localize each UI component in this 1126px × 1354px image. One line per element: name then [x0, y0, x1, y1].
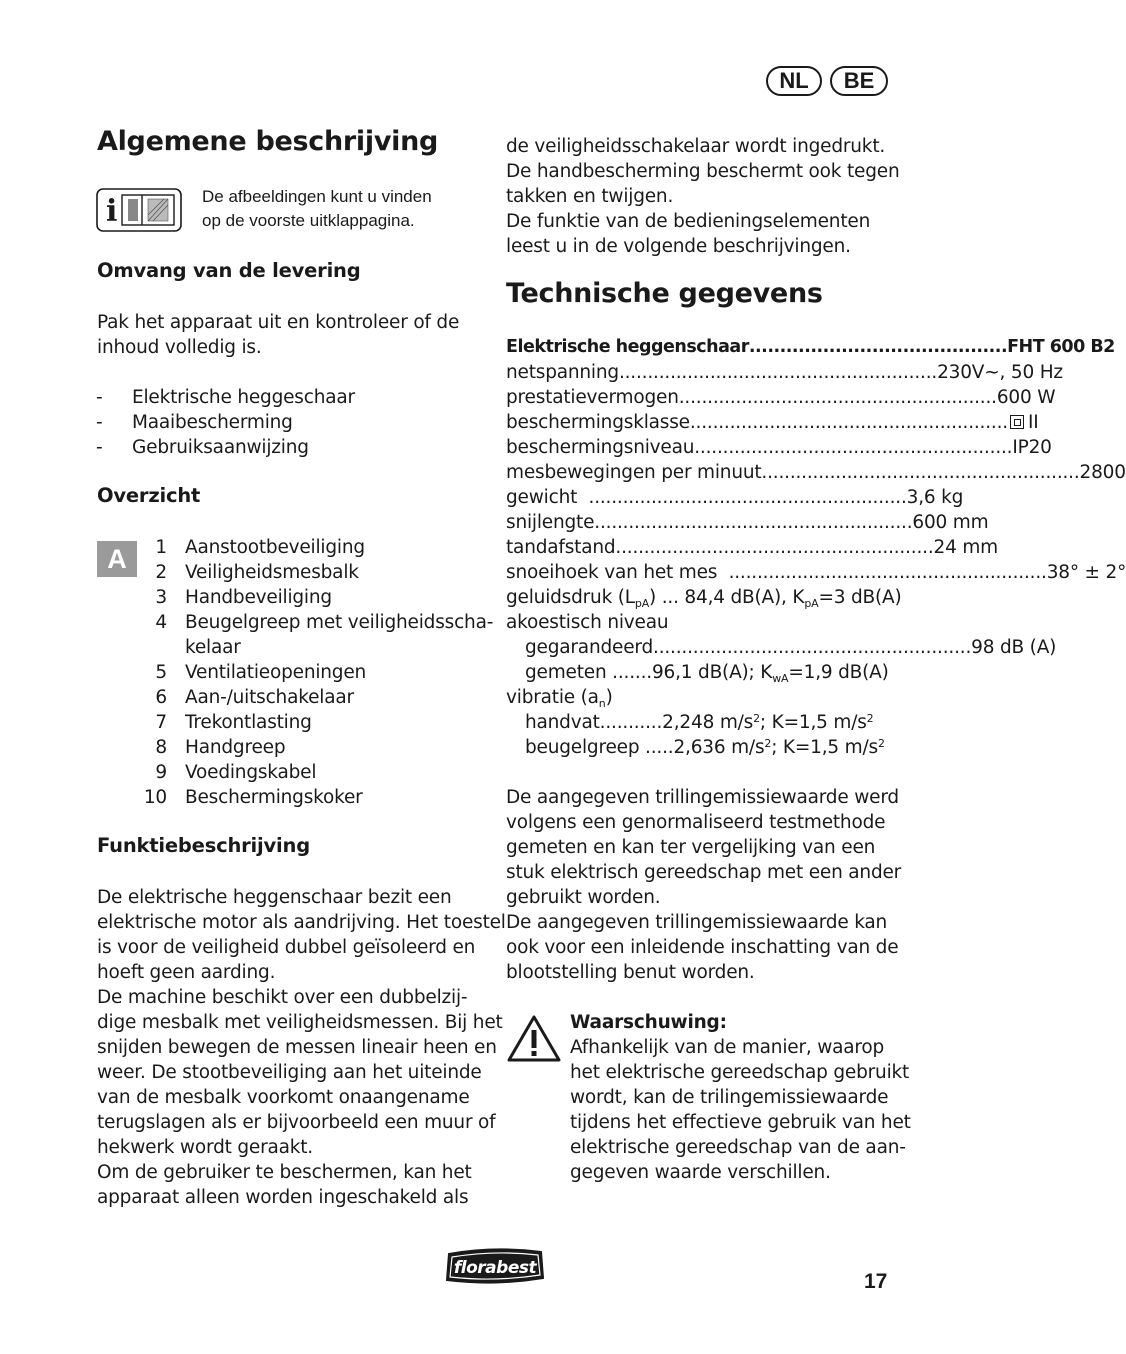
heading-overview: Overzicht — [97, 484, 201, 507]
spec-row: tandafstand ........................................................ 24 mm — [506, 537, 998, 558]
spec-row: snoeihoek van het mes ........................................................ 38° ± 2° — [506, 562, 1126, 583]
section-title-technical: Technische gegevens — [506, 278, 823, 309]
spec-row: mesbewegingen per minuut ........................................................ 2800 — [506, 462, 1126, 483]
figure-badge-a: A — [97, 541, 137, 577]
spec-row-guaranteed: gegarandeerd ........................................................ 98 dB (A) — [525, 637, 1057, 658]
spec-product-row: Elektrische heggenschaar .......................................... FHT 600 B2 — [506, 337, 1115, 357]
scope-intro: Pak het apparaat uit en kontroleer of de inhoud volledig is. — [97, 312, 460, 358]
warning-title: Waarschuwing: — [570, 1012, 727, 1033]
spec-row: beschermingsklasse ........................................................ II — [506, 412, 1039, 433]
spec-row: gewicht ........................................................ 3,6 kg — [506, 487, 964, 508]
function-text-continued: de veiligheidsschakelaar wordt ingedrukt. De handbescherming beschermt ook tegen takken en twijgen. De funktie van de bedieningselementen leest u in de volgende beschrijvingen. — [506, 136, 900, 257]
list-item: 9 Voedingskabel — [155, 762, 317, 783]
spec-row-measured: gemeten .......96,1 dB(A); $K_{wA}=1,9$ dB(A) — [525, 662, 889, 685]
spec-row: snijlengte ........................................................ 600 mm — [506, 512, 989, 533]
function-text: De elektrische heggenschaar bezit een elektrische motor als aandrijving. Het toestel is voor de veiligheid dubbel geïsoleerd en hoeft geen aarding. De machine beschikt over een dubbelzij- dige mesbalk met veiligheidsmessen. Bij het snijden bewegen de messen lineair heen en weer. De stootbeveiliging aan het uiteinde van de mesbalk voorkomt onaangename terugslagen als er bijvoorbeeld een muur of hekwerk wordt geraakt. Om de gebruiker te beschermen, kan het apparaat alleen worden ingeschakeld als — [97, 887, 506, 1208]
svg-text:i: i — [106, 194, 118, 229]
list-item: 7 Trekontlasting — [155, 712, 312, 733]
overview-list — [129, 535, 494, 810]
spec-row-bow-handle: beugelgreep .....2,636 $m/s^2$; K=1,5 $m/s^2$ — [525, 737, 885, 758]
section-title-general: Algemene beschrijving — [97, 126, 439, 157]
list-item: 10 Beschermingskoker — [143, 787, 363, 808]
spec-row: netspanning ........................................................ 230V~, 50 Hz — [506, 362, 1063, 383]
spec-row-handle: handvat...........2,248 $m/s^2$; K=1,5 $m/s^2$ — [525, 712, 874, 733]
lang-badge-be: BE — [830, 66, 888, 96]
list-item: 3 Handbeveiliging — [155, 587, 332, 608]
vibration-text: De aangegeven trillingemissiewaarde werd volgens een genormaliseerd testmethode gemeten en kan ter vergelijking van een stuk elektrisch gereedschap met een ander gebruikt worden. De aangegeven trillingemissiewaarde kan ook voor een inleidende inschatting van de blootstelling benut worden. — [506, 787, 902, 983]
list-item: 5 Ventilatieopeningen — [155, 662, 367, 683]
info-note: De afbeeldingen kunt u vinden op de voorste uitklappagina. — [202, 187, 432, 230]
list-item: 8 Handgreep — [155, 737, 286, 758]
brand-logo-text: florabest — [453, 1258, 537, 1278]
heading-function: Funktiebeschrijving — [97, 834, 310, 857]
spec-row: prestatievermogen ........................................................ 600 W — [506, 387, 1056, 408]
warning-icon — [506, 1014, 562, 1068]
warning-block: Waarschuwing: Afhankelijk van de manier, waarop het elektrische gereedschap gebruikt wordt, kan de trilingemissiewaarde tijdens het effectieve gebruik van het elektrische gereedschap van de aan- gegeven waarde verschillen. — [570, 1012, 911, 1183]
lang-badge-nl: NL — [766, 66, 822, 96]
brand-logo — [443, 1246, 547, 1290]
page-number: 17 — [864, 1270, 888, 1293]
spec-row-vibration: vibratie $(a_n)$ — [506, 687, 613, 710]
list-item: 6 Aan-/uitschakelaar — [155, 687, 354, 708]
spec-row-sound: geluidsdruk $(L_{pA})$ ... 84,4 dB(A), $K_{pA}=3$ dB(A) — [506, 587, 902, 610]
heading-scope: Omvang van de levering — [97, 259, 361, 282]
spec-row-acoustic: akoestisch niveau — [506, 612, 669, 633]
spec-row: beschermingsniveau ........................................................ IP20 — [506, 437, 1052, 458]
info-book-icon — [96, 188, 182, 236]
spec-table — [506, 335, 1126, 760]
list-item: 4 Beugelgreep met veiligheidsscha- kelaar — [155, 612, 494, 658]
list-item: 1 Aanstootbeveiliging — [155, 537, 365, 558]
list-item: 2 Veiligheidsmesbalk — [155, 562, 359, 583]
protection-class-icon — [1010, 415, 1024, 429]
